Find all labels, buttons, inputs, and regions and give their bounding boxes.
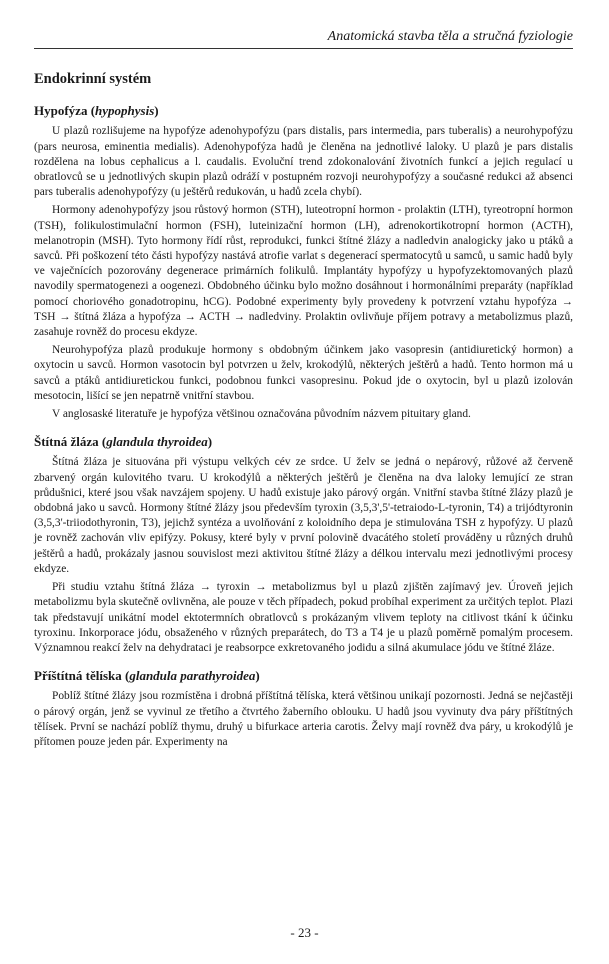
heading-text: Štítná žláza [34, 434, 99, 450]
paragraph: Poblíž štítné žlázy jsou rozmístěna i drobná příštítná tělíska, která většinou unikají pozornosti. Jedná se nejčastěji o párový orgán, jenž se vyvinul ze třetího a čtvrtého žaberního oblouku. U hadů jsou vyvinuty dva páry příštítných tělísek. První se nachází poblíž thymu, druhý u bifurkace arteria carotis. Želvy mají rovněž dva páry, u krokodýlů je přítomen pouze jeden pár. Experimenty na [34, 690, 573, 748]
chapter-title: Endokrinní systém [34, 71, 152, 87]
heading-latin: glandula parathyroidea [129, 668, 256, 684]
paragraph: Neurohypofýza plazů produkuje hormony s obdobným účinkem jako vasopresin (antidiuretický hormon) a oxytocin u savců. Hormon vasotocin byl potvrzen u želv, krokodýlů, některých ještěrů a hadů. Tento hormon má u savců a ptáků antidiuretickou funkci, podobnou funkci vasopresinu. Pokud jde o oxytocin, byl u plazů izolován mesotocin, lišící se jen nepatrně vnitřní stavbou. [34, 344, 573, 402]
section-heading-stitna-zlaza: Štítná žláza (glandula thyroidea) [34, 434, 213, 450]
section-heading-hypofyza: Hypofýza (hypophysis) [34, 103, 159, 119]
paragraph: U plazů rozlišujeme na hypofýze adenohypofýzu (pars distalis, pars intermedia, pars tuberalis) a neurohypofýzu (pars neurosa, eminentia medialis). Adenohypofýza hadů je členěna na jednotlivé laloky. U plazů je pars distalis rozdělena na lobus cephalicus a l. caudalis. Evoluční trend zdokonalování životních funkcí a jejich regulací u obratlovců se u jednotlivých skupin plazů odráží v postupném rozvoji neurohypofýzy a současné redukci až absenci pars tuberalis adenohypofýzy (u ještěrů redukován, u hadů zcela chybí). [34, 125, 573, 199]
heading-latin: glandula thyroidea [106, 434, 208, 450]
paragraph: Při studiu vztahu štítná žláza → tyroxin → metabolizmus byl u plazů zjištěn zajímavý jev. Úroveň jejich metabolizmu byla skutečně ovlivněna, ale pouze v těch případech, pokud probíhal experiment za určitých teplot. Plazi tak představují unikátní model ektotermních obratlovců s prokázaným vlivem teploty na citlivost tkání k účinku tyroxinu. Inkorporace jódu, obsaženého v různých preparátech, do T3 a T4 je u plazů poměrně pomalým procesem. Významnou reakcí želv na dehydrataci je reabsorpce exkretovaného jodidu a silná akumulace jódu ve štítné žláze. [34, 581, 573, 654]
paragraph: V anglosaské literatuře je hypofýza většinou označována původním názvem pituitary gland. [52, 408, 471, 421]
paragraph: Štítná žláza je situována při výstupu velkých cév ze srdce. U želv se jedná o nepárový, růžové až červeně zbarvený orgán kulovitého tvaru. U krokodýlů a některých ještěrů je členěna na dva laloky lemující ze stran průdušnici, které jsou však navzájem spojeny. U hadů existuje jako párový orgán. Vnitřní stavba štítné žlázy plazů je obdobná jako u savců. Hormony štítné žlázy jsou především tyroxin (3,5,3',5'-tetraiodo-L-tyronin, T4) a trijódtyronin (3,5,3'-triiodothyronin, T3), jejichž syntéza a uvolňování z koloidního depa je stimulována TSH z hypofýzy. U plazů je rovněž zachován vliv epifýzy. Pokusy, které byly v první polovině dvacátého století prováděny u různých druhů ještěrů a hadů, prokázaly jasnou souvislost mezi aktivitou štítné žlázy a délkou intervalu mezi jednotlivými procesy ekdyze. [34, 456, 573, 575]
page-content [34, 62, 573, 753]
heading-text: Příštítná tělíska [34, 668, 122, 684]
running-header: Anatomická stavba těla a stručná fyziologie [34, 28, 573, 49]
heading-text: Hypofýza [34, 103, 88, 119]
heading-latin: hypophysis [95, 103, 155, 119]
section-heading-pristitna-teliska: Příštítná tělíska (glandula parathyroidea) [34, 668, 260, 684]
paragraph: Hormony adenohypofýzy jsou růstový hormon (STH), luteotropní hormon - prolaktin (LTH), tyreotropní hormon (TSH), folikulostimulační hormon (FSH), luteinizační hormon (LH), adrenokortikotropní hormon (ACTH), melanotropin (MSH). Tyto hormony řídí růst, reprodukci, funkci štítné žlázy a nadledvin analogicky jako u ptáků a savců. Při poškození této části hypofýzy nastává atrofie varlat s degenerací spermatocytů u samců, u samic hadů byly ve vaječnících pozorovány degenerace primárních folikulů. Implantáty hypofýzy u hypofyzektomovaných plazů navodily spermatogenezi a oogenezi. Obdobného účinku bylo možno dosáhnout i hormonálními preparáty (například pomocí choriového gonadotropinu, hCG). Podobné experimenty byly provedeny k potvrzení vztahu hypofýza → TSH → štítná žláza a hypofýza → ACTH → nadledviny. Prolaktin ovlivňuje příjem potravy a metabolizmus plazů, zasahuje rovněž do procesu ekdyze. [34, 204, 573, 339]
page-number: - 23 - [290, 925, 319, 940]
